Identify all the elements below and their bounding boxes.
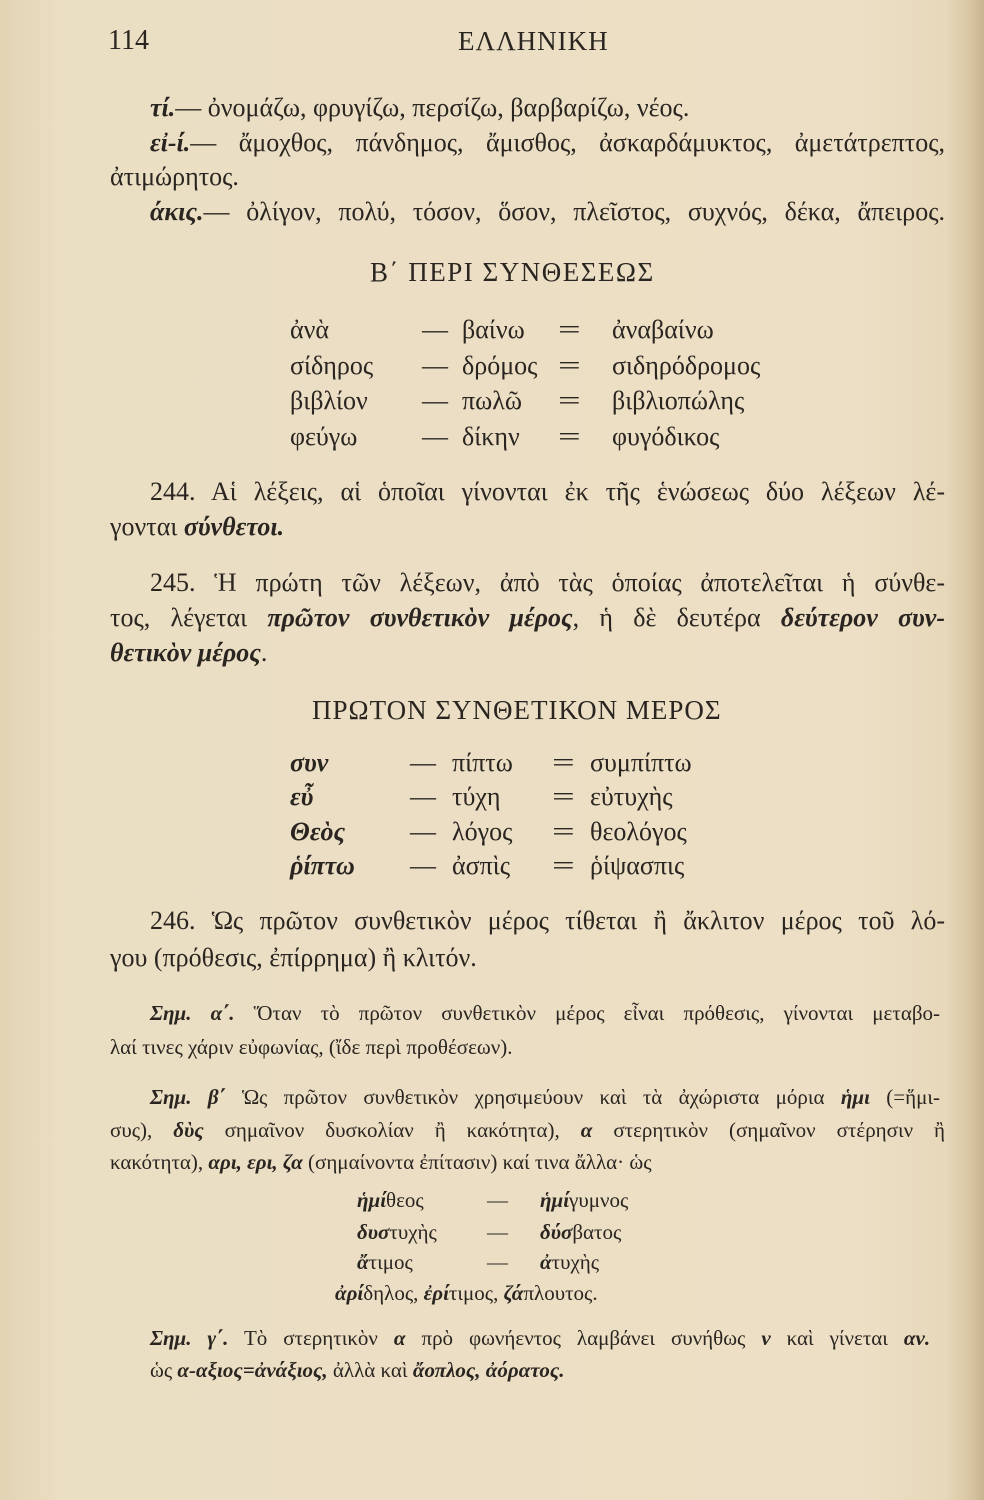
- paragraph-246-line: γου (πρόθεσις, ἐπίρρημα) ἢ κλιτόν.: [110, 943, 477, 972]
- compound-word: εὐτυχὴς: [590, 782, 673, 811]
- equals-sign: [558, 313, 581, 347]
- dash: —: [422, 351, 448, 380]
- first-component: σίδηρος: [290, 351, 374, 380]
- prefix: ἀρί: [335, 1281, 364, 1305]
- derivative-line: [150, 91, 689, 125]
- equals-sign: [552, 746, 575, 780]
- dash: —: [410, 851, 436, 880]
- particle: ἡμι: [840, 1085, 870, 1109]
- equals-sign: [552, 849, 575, 883]
- defined-term: σύνθετοι.: [183, 512, 285, 541]
- second-component: βαίνω: [462, 315, 525, 344]
- particle: ν: [761, 1326, 771, 1350]
- text-segment: κακότητα),: [110, 1150, 204, 1174]
- example-word: [540, 1217, 621, 1247]
- stem: βατος: [572, 1220, 622, 1244]
- first-component: Θεὸς: [290, 817, 346, 846]
- suffix-label: τί.: [150, 93, 176, 122]
- note-b-line: [110, 1115, 945, 1145]
- note-b-line: [110, 1147, 652, 1177]
- prefix: ἐρί: [423, 1281, 449, 1305]
- prefix: ἄ: [357, 1250, 369, 1274]
- text-segment: στερητικὸν (σημαῖνον στέρησιν ἢ: [613, 1118, 946, 1142]
- dash: —: [422, 386, 448, 415]
- text-segment: καὶ γίνεται: [786, 1326, 888, 1350]
- second-component: πίπτω: [452, 748, 513, 777]
- first-component: συν: [290, 748, 329, 777]
- stem: τυχὴς: [551, 1250, 600, 1274]
- dash: —: [487, 1250, 508, 1274]
- composition-example-row: [0, 780, 984, 814]
- first-component: βιβλίον: [290, 386, 368, 415]
- equals-glyph: =: [552, 782, 575, 811]
- example-word: [540, 1185, 628, 1215]
- paragraph-246-line: 246. Ὡς πρῶτον συνθετικὸν μέρος τίθεται ἢ ἄκλιτον μέρος τοῦ λό-: [150, 906, 945, 935]
- compound-word: θεολόγος: [590, 817, 687, 846]
- example-word: [357, 1217, 437, 1247]
- text-segment: Ὡς πρῶτον συνθετικὸν χρησιμεύουν καὶ τὰ ἀχώριστα μόρια: [241, 1085, 825, 1109]
- second-component: δρόμος: [462, 351, 538, 380]
- stem: τιμος,: [448, 1281, 499, 1305]
- example-list: [335, 1278, 598, 1308]
- particle: α: [393, 1326, 406, 1350]
- equals-sign: [552, 815, 575, 849]
- equals-glyph: =: [558, 386, 581, 415]
- composition-example-row: [0, 815, 984, 849]
- text-segment: σημαῖνον δυσκολίαν ἢ κακότητα),: [224, 1118, 560, 1142]
- defined-term: θετικὸν μέρος: [110, 638, 261, 667]
- prefix: ἡμί: [540, 1188, 570, 1212]
- second-component: δίκην: [462, 422, 520, 451]
- page-number: 114: [108, 25, 149, 56]
- prefix: ζά: [503, 1281, 524, 1305]
- equals-sign: [558, 384, 581, 418]
- composition-example-row: [0, 349, 984, 383]
- equals-sign: [558, 349, 581, 383]
- example-word: [540, 1247, 599, 1277]
- dash: —: [422, 422, 448, 451]
- section-heading: ΠΡΩΤΟΝ ΣΥΝΘΕΤΙΚΟΝ ΜΕΡΟΣ: [312, 695, 722, 725]
- composition-example-row: [0, 313, 984, 347]
- first-component: εὖ: [290, 782, 314, 811]
- compound-word: συμπίπτω: [590, 748, 692, 777]
- composition-example-row: [0, 384, 984, 418]
- defined-term: πρῶτον συνθετικὸν μέρος: [267, 603, 573, 632]
- example-word: ἄοπλος, ἀόρατος.: [412, 1358, 565, 1382]
- note-a-line: [150, 998, 940, 1028]
- suffix-label: άκις.: [150, 197, 204, 226]
- particle: αρι, ερι, ζα: [208, 1150, 303, 1174]
- note-b-line: [150, 1082, 940, 1112]
- section-heading: Β΄ ΠΕΡΙ ΣΥΝΘΕΣΕΩΣ: [370, 257, 655, 287]
- text-segment: γονται: [110, 512, 178, 541]
- compound-word: σιδηρόδρομος: [612, 351, 761, 380]
- example-word: [357, 1185, 424, 1215]
- equals-sign: [552, 780, 575, 814]
- text-segment: .: [260, 638, 268, 667]
- word-list: — ὀνομάζω, φρυγίζω, περσίζω, βαρβαρίζω, νέος.: [175, 93, 690, 122]
- equals-glyph: =: [552, 817, 575, 846]
- note-a-line: λαί τινες χάριν εὐφωνίας, (ἴδε περὶ προθέσεων).: [110, 1035, 513, 1059]
- note-label: Σημ. γ΄.: [150, 1326, 229, 1350]
- second-component: πωλῶ: [462, 386, 522, 415]
- text-segment: (σημαίνοντα ἐπίτασιν) καί τινα ἄλλα· ὡς: [308, 1150, 652, 1174]
- text-segment: , ἡ δὲ δευτέρα: [572, 603, 761, 632]
- dash: —: [422, 315, 448, 344]
- dash: —: [487, 1220, 508, 1244]
- intensive-example-row: [0, 1278, 984, 1308]
- suffix-label: εἰ-ί.: [150, 128, 191, 157]
- note-c-line: [150, 1355, 564, 1385]
- stem: τυχὴς: [389, 1220, 437, 1244]
- particle: α: [580, 1118, 593, 1142]
- stem: δηλος,: [363, 1281, 419, 1305]
- text-segment: πρὸ φωνήεντος λαμβάνει συνήθως: [421, 1326, 746, 1350]
- prefix-example-row: [0, 1185, 984, 1215]
- example-word: α-αξιος=ἀνάξιος,: [177, 1358, 328, 1382]
- paragraph-244-line: 244. Αἱ λέξεις, αἱ ὁποῖαι γίνονται ἐκ τῆς ἑνώσεως δύο λέξεων λέ-: [150, 477, 945, 506]
- defined-term: δεύτερον συν-: [780, 603, 945, 632]
- text-segment: Τὸ στερητικὸν: [243, 1326, 378, 1350]
- first-component: ῥίπτω: [290, 851, 355, 880]
- particle: δὺς: [173, 1118, 204, 1142]
- compound-word: φυγόδικος: [612, 422, 720, 451]
- text-segment: ἀλλὰ καὶ: [332, 1358, 408, 1382]
- second-component: ἀσπὶς: [452, 851, 511, 880]
- note-label: Σημ. α΄.: [150, 1001, 235, 1025]
- equals-glyph: =: [558, 422, 581, 451]
- equals-glyph: =: [552, 851, 575, 880]
- word-list: — ὀλίγον, πολύ, τόσον, ὅσον, πλεῖστος, συχνός, δέκα, ἄπειρος.: [203, 197, 945, 226]
- stem: γυμνος: [569, 1188, 629, 1212]
- composition-example-row: [0, 746, 984, 780]
- composition-example-row: [0, 849, 984, 883]
- equals-glyph: =: [558, 315, 581, 344]
- derivative-line: [150, 126, 945, 160]
- paragraph-245-line: [110, 636, 267, 670]
- stem: πλουτος.: [523, 1281, 598, 1305]
- text-segment: ὡς: [150, 1358, 173, 1382]
- equals-glyph: =: [552, 748, 575, 777]
- particle: αν.: [903, 1326, 931, 1350]
- text-segment: συς),: [110, 1118, 153, 1142]
- compound-word: ἀναβαίνω: [612, 315, 714, 344]
- example-word: [357, 1247, 413, 1277]
- first-component: φεύγω: [290, 422, 358, 451]
- equals-sign: [558, 420, 581, 454]
- second-component: λόγος: [452, 817, 513, 846]
- compound-word: ῥίψασπις: [590, 851, 685, 880]
- paragraph-245-line: 245. Ἡ πρώτη τῶν λέξεων, ἀπὸ τὰς ὁποίας ἀποτελεῖται ἡ σύνθε-: [150, 568, 945, 597]
- prefix: ἡμί: [357, 1188, 387, 1212]
- prefix-example-row: [0, 1217, 984, 1247]
- text-segment: τος, λέγεται: [110, 603, 248, 632]
- derivative-line-continuation: ἀτιμώρητος.: [110, 162, 239, 191]
- running-title: ΕΛΛΗΝΙΚΗ: [458, 26, 609, 56]
- note-label: Σημ. β΄: [150, 1085, 226, 1109]
- dash: —: [410, 817, 436, 846]
- dash: —: [410, 748, 436, 777]
- compound-word: βιβλιοπώλης: [612, 386, 745, 415]
- prefix-example-row: [0, 1247, 984, 1277]
- derivative-line: [150, 195, 945, 229]
- prefix: δύσ: [540, 1220, 573, 1244]
- first-component: ἀνὰ: [290, 315, 329, 344]
- stem: τιμος: [368, 1250, 413, 1274]
- prefix: ἀ: [540, 1250, 552, 1274]
- dash: —: [487, 1188, 508, 1212]
- text-segment: Ὅταν τὸ πρῶτον συνθετικὸν μέρος εἶναι πρόθεσις, γίνονται μεταβο-: [253, 1001, 940, 1025]
- second-component: τύχη: [452, 782, 501, 811]
- paragraph-245-line: [110, 601, 945, 635]
- composition-example-row: [0, 420, 984, 454]
- word-list: — ἄμοχθος, πάνδημος, ἄμισθος, ἀσκαρδάμυκτος, ἀμετάτρεπτος,: [190, 128, 945, 157]
- equals-glyph: =: [558, 351, 581, 380]
- note-c-line: [150, 1323, 930, 1353]
- paragraph-244-line: [110, 510, 284, 544]
- dash: —: [410, 782, 436, 811]
- text-segment: (=ἥμι-: [886, 1085, 940, 1109]
- prefix: δυσ: [357, 1220, 390, 1244]
- stem: θεος: [386, 1188, 424, 1212]
